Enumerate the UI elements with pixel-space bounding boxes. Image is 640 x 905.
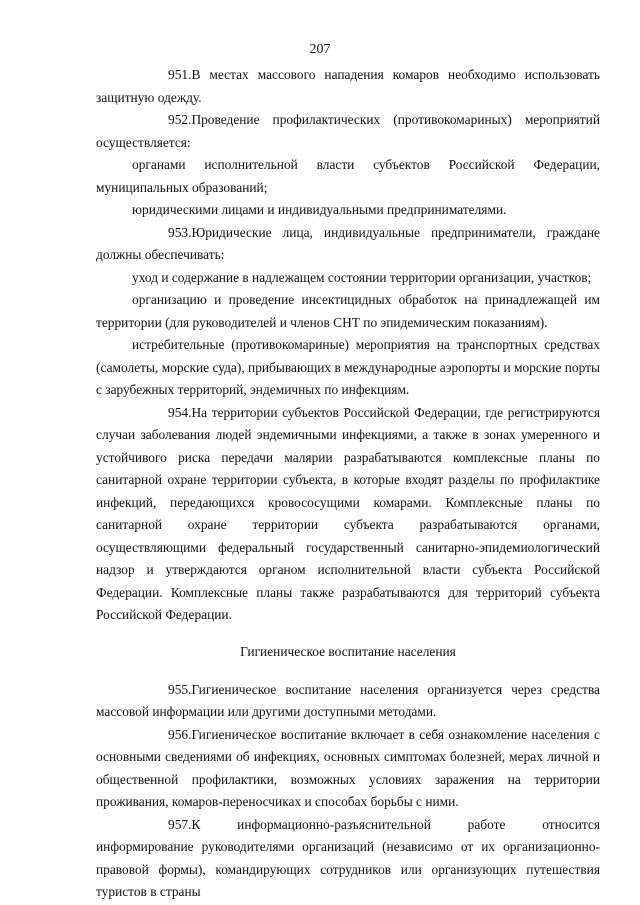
paragraph-number: 952. bbox=[168, 112, 192, 127]
paragraph-952 bbox=[96, 109, 600, 154]
paragraph-text: Гигиеническое воспитание включает в себя ознакомление населения с основными сведениями об инфекциях, основных симптомах болезней, мерах личной и общественной профилактики, возможных условиях заражения на территории проживания, комаров-переносчиках и способах борьбы с ними. bbox=[96, 726, 600, 809]
paragraph-957 bbox=[96, 814, 600, 904]
list-item: юридическими лицами и индивидуальными предпринимателями. bbox=[132, 202, 507, 217]
paragraph-951 bbox=[96, 64, 600, 109]
paragraph-text: К информационно-разъяснительной работе относится информирование руководителями организаций (независимо от их организационно-правовой формы), командирующих сотрудников или организующих путешествия туристов в страны bbox=[96, 816, 600, 899]
paragraph-text: На территории субъектов Российской Федерации, где регистрируются случаи заболевания людей эндемичными инфекциями, а также в зонах умеренного и устойчивого риска передачи малярии разрабатываются комплексные планы по санитарной охране территории субъекта, в которые входят разделы по профилактике инфекций, передающихся кровососущими комарами. Комплексные планы по санитарной охране территории субъекта разрабатываются органами, осуществляющими федеральный государственный санитарно-эпидемиологический надзор и утверждаются органом исполнительной власти субъекта Российской Федерации. Комплексные планы также разрабатываются для территорий субъекта Российской Федерации. bbox=[96, 404, 600, 622]
paragraph-number: 955. bbox=[168, 681, 192, 697]
paragraph-number: 953. bbox=[168, 224, 192, 240]
paragraph-953 bbox=[96, 222, 600, 267]
paragraph-956 bbox=[96, 724, 600, 814]
list-item: истребительные (противокомариные) мероприятия на транспортных средствах (самолеты, морские суда), прибывающих в международные аэропорты и морские порты с зарубежных территорий, эндемичных по инфекциям. bbox=[96, 337, 600, 397]
paragraph-number: 951. bbox=[168, 67, 192, 82]
paragraph-text: Проведение профилактических (противокомариных) мероприятий осуществляется: bbox=[96, 112, 600, 150]
list-item: органами исполнительной власти субъектов Российской Федерации, муниципальных образований; bbox=[96, 157, 600, 195]
section-heading: Гигиеническое воспитание населения bbox=[240, 643, 456, 659]
list-item: организацию и проведение инсектицидных обработок на принадлежащей им территории (для руководителей и членов СНТ по эпидемическим показаниям). bbox=[96, 292, 600, 330]
paragraph-number: 956. bbox=[168, 726, 192, 742]
page-number: 207 bbox=[309, 42, 331, 57]
document-body bbox=[96, 64, 600, 904]
paragraph-955 bbox=[96, 679, 600, 724]
paragraph-954 bbox=[96, 402, 600, 627]
paragraph-text: Гигиеническое воспитание населения организуется через средства массовой информации или другими доступными методами. bbox=[96, 681, 600, 719]
paragraph-number: 957. bbox=[168, 816, 192, 832]
paragraph-text: Юридические лица, индивидуальные предприниматели, граждане должны обеспечивать: bbox=[96, 224, 600, 262]
paragraph-number: 954. bbox=[168, 404, 192, 420]
paragraph-text: В местах массового нападения комаров необходимо использовать защитную одежду. bbox=[96, 67, 600, 105]
list-item: уход и содержание в надлежащем состоянии территории организации, участков; bbox=[132, 269, 592, 285]
